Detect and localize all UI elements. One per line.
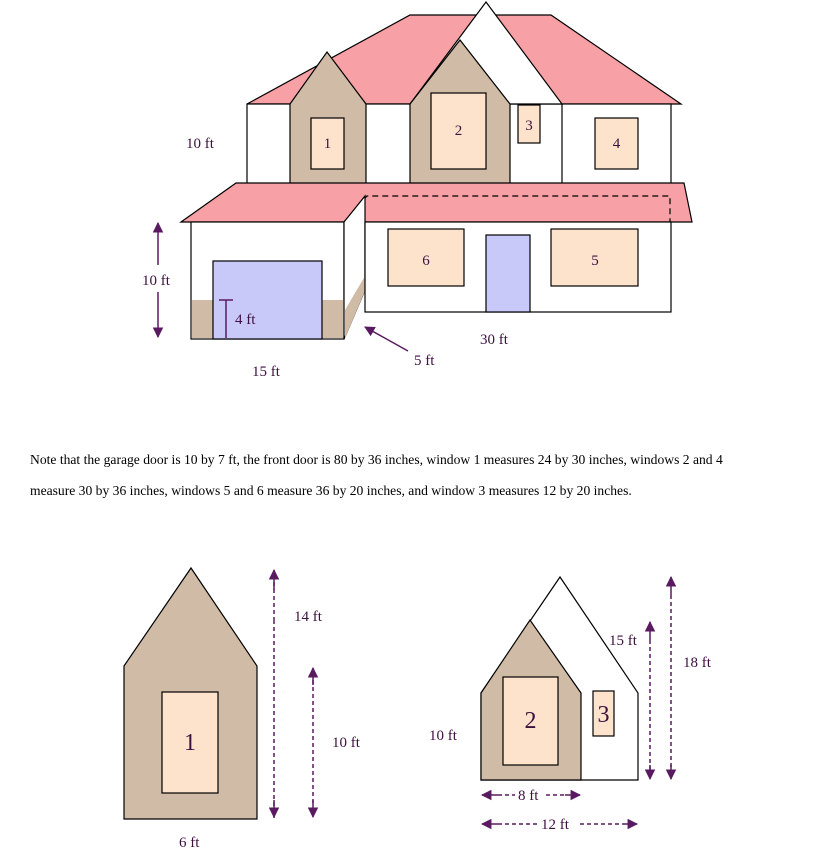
left-total-height-label: 14 ft [294, 609, 322, 625]
note-line-2: measure 30 by 36 inches, windows 5 and 6 measure 36 by 20 inches, and window 3 measures 12 by 20 inches. [30, 483, 632, 498]
window-6-label: 6 [422, 253, 430, 269]
window-3-label: 3 [525, 118, 533, 134]
front-door [486, 235, 530, 312]
upper-height-label: 10 ft [186, 136, 214, 152]
note-line-1: Note that the garage door is 10 by 7 ft, the front door is 80 by 36 inches, window 1 measures 24 by 30 inches, windows 2 and 4 [30, 452, 723, 467]
right-gable-window-2-label: 2 [524, 708, 537, 734]
left-gable-detail [124, 568, 361, 851]
garage-depth-label: 5 ft [414, 353, 435, 369]
garage-height-label: 10 ft [142, 273, 170, 289]
window-5-label: 5 [591, 253, 599, 269]
right-inner-width-label: 8 ft [518, 788, 539, 804]
right-gable-detail [429, 577, 712, 833]
right-gable-window-3-label: 3 [597, 702, 610, 728]
left-gable-window-label: 1 [184, 730, 196, 756]
right-total-height-label: 18 ft [683, 655, 711, 671]
left-wall-height-label: 10 ft [332, 735, 360, 751]
main-width-label: 30 ft [480, 332, 508, 348]
window-1-label: 1 [323, 136, 332, 152]
house-front-view [142, 2, 692, 380]
right-wall-height-label: 10 ft [429, 728, 457, 744]
window-4-label: 4 [612, 136, 621, 152]
left-width-label: 6 ft [179, 835, 200, 851]
garage-slope-label: 4 ft [235, 312, 256, 328]
right-total-width-label: 12 ft [541, 817, 569, 833]
garage-width-label: 15 ft [252, 364, 280, 380]
right-inner-height-label: 15 ft [609, 633, 637, 649]
porch-roof [181, 183, 692, 222]
window-2-label: 2 [454, 123, 463, 139]
